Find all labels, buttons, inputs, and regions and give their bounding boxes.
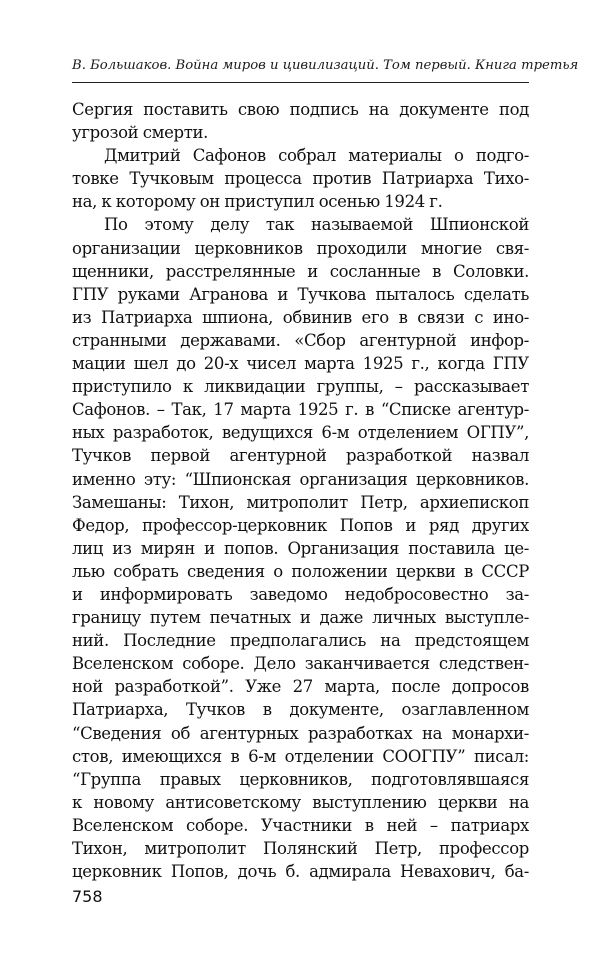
- text-line: приступило к ликвидации группы, – рассказывает: [72, 377, 529, 397]
- text-line: товке Тучковым процесса против Патриарха Тихо-: [72, 169, 529, 189]
- text-line: Тучков первой агентурной разработкой назвал: [72, 446, 529, 466]
- text-line: странными державами. «Сбор агентурной инфор-: [72, 330, 529, 350]
- text-line: Сергия поставить свою подпись на документе под: [72, 100, 529, 119]
- text-line: угрозой смерти.: [72, 123, 209, 143]
- text-line: ных разработок, ведущихся 6-м отделением ОГПУ”,: [72, 423, 529, 443]
- text-line: церковник Попов, дочь б. адмирала Невахович, ба-: [72, 862, 529, 882]
- text-line: ной разработкой”. Уже 27 марта, после допросов: [72, 677, 529, 697]
- text-line: Вселенском соборе. Участники в ней – патриарх: [72, 815, 529, 835]
- text-line: к новому антисоветскому выступлению церкви на: [72, 792, 529, 812]
- text-line: ГПУ руками Агранова и Тучкова пыталось сделать: [72, 284, 529, 304]
- text-line: Сафонов. – Так, 17 марта 1925 г. в “Списке агентур-: [72, 400, 529, 420]
- text-line: границу путем печатных и даже личных выступле-: [72, 608, 529, 628]
- text-line: Вселенском соборе. Дело заканчивается следствен-: [72, 654, 529, 674]
- text-line: “Группа правых церковников, подготовлявшаяся: [72, 769, 529, 789]
- text-line: мации шел до 20-х чисел марта 1925 г., когда ГПУ: [72, 354, 529, 374]
- text-line: Федор, профессор-церковник Попов и ряд других: [72, 515, 529, 535]
- text-line: ний. Последние предполагались на предстоящем: [72, 631, 529, 651]
- text-line: Дмитрий Сафонов собрал материалы о подго-: [104, 146, 529, 166]
- header-rule: [72, 82, 529, 83]
- text-line: Тихон, митрополит Полянский Петр, профессор: [72, 839, 529, 858]
- text-line: лью собрать сведения о положении церкви в СССР: [72, 561, 529, 581]
- running-head: В. Большаков. Война миров и цивилизаций. Том первый. Книга третья: [72, 58, 579, 73]
- page-number: 758: [72, 887, 103, 906]
- text-line: именно эту: “Шпионская организация церковников.: [72, 469, 529, 489]
- text-line: “Сведения об агентурных разработках на монархи-: [72, 723, 529, 743]
- text-line: лиц из мирян и попов. Организация поставила це-: [72, 538, 529, 558]
- text-line: организации церковников проходили многие свя-: [72, 238, 529, 258]
- text-line: Патриарха, Тучков в документе, озаглавленном: [72, 700, 529, 720]
- text-line: из Патриарха шпиона, обвинив его в связи с ино-: [72, 307, 529, 327]
- text-line: Замешаны: Тихон, митрополит Петр, архиепископ: [72, 492, 529, 512]
- text-line: По этому делу так называемой Шпионской: [104, 215, 529, 235]
- text-line: на, к которому он приступил осенью 1924 г.: [72, 192, 443, 212]
- text-line: щенники, расстрелянные и сосланные в Соловки.: [72, 261, 529, 281]
- body-text: [72, 98, 529, 883]
- text-line: и информировать заведомо недобросовестно за-: [72, 584, 529, 604]
- text-line: стов, имеющихся в 6-м отделении СООГПУ” писал:: [72, 746, 529, 766]
